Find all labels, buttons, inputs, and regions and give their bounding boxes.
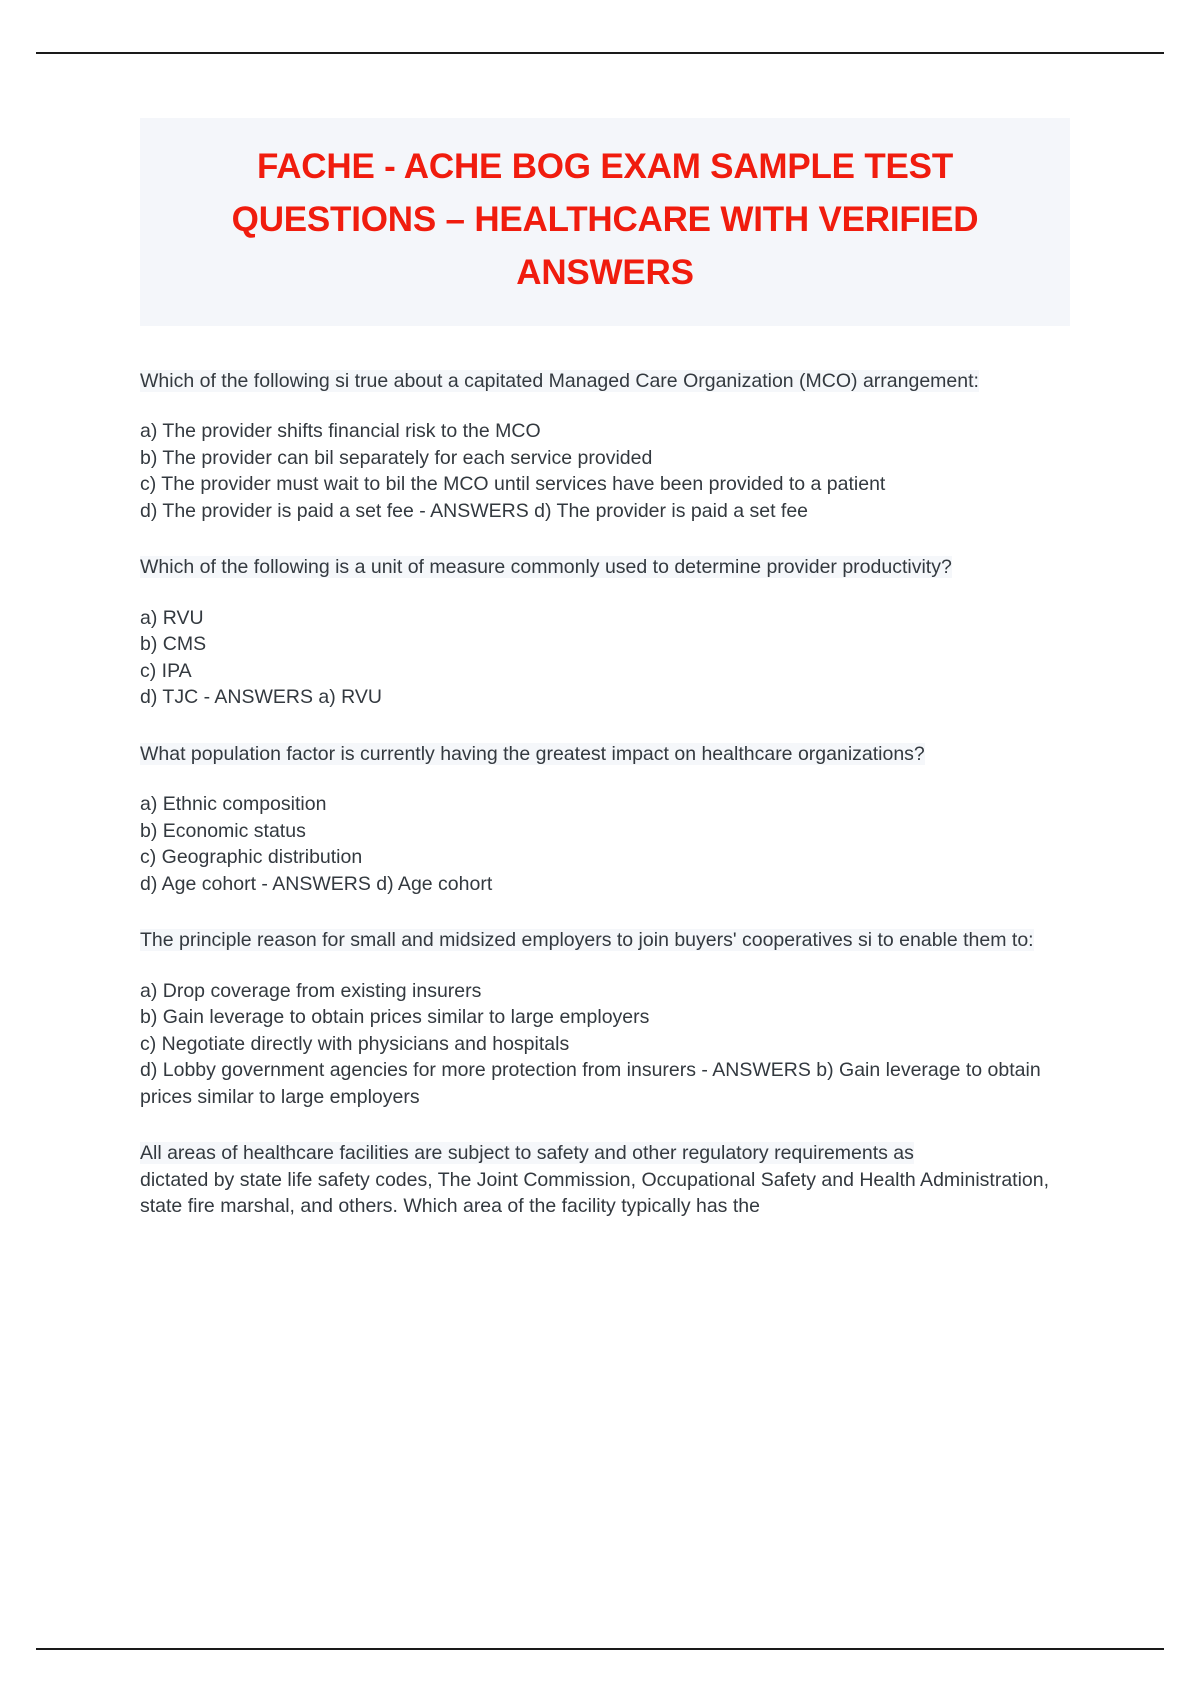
page-title-line-3: ANSWERS [516, 253, 694, 293]
question-item [140, 927, 1070, 1110]
question-stem-wrap [140, 1140, 1070, 1167]
bottom-divider [36, 1648, 1164, 1650]
page-title-line-2: QUESTIONS – HEALTHCARE WITH VERIFIED [231, 200, 979, 240]
question-item [140, 368, 1070, 525]
option-list [140, 791, 1070, 897]
question-item [140, 741, 1070, 898]
option-b: b) Gain leverage to obtain prices similar to large employers [140, 1006, 650, 1029]
question-stem-wrap [140, 927, 1070, 954]
option-a: a) Ethnic composition [140, 793, 327, 816]
question-stem-wrap [140, 554, 1070, 581]
option-d: d) Age cohort - ANSWERS d) Age cohort [140, 872, 493, 895]
option-d: d) Lobby government agencies for more protection from insurers - ANSWERS b) Gain leverage to obtain prices similar to large employers [140, 1059, 1041, 1108]
question-stem: All areas of healthcare facilities are subject to safety and other regulatory requirements as [140, 1142, 914, 1165]
document-title-block [140, 118, 1070, 326]
option-b: b) The provider can bil separately for each service provided [140, 446, 653, 469]
question-stem-continuation: dictated by state life safety codes, The Joint Commission, Occupational Safety and Health Administration, state fire marshal, and others. Which area of the facility typically has the [140, 1168, 1050, 1218]
document-content [140, 118, 1070, 1220]
option-c: c) Negotiate directly with physicians and hospitals [140, 1032, 570, 1055]
option-b: b) CMS [140, 633, 207, 656]
option-a: a) The provider shifts financial risk to the MCO [140, 420, 541, 443]
option-list [140, 978, 1070, 1111]
question-stem-wrap [140, 741, 1070, 768]
question-stem: Which of the following si true about a capitated Managed Care Organization (MCO) arrangement: [140, 369, 979, 392]
top-divider [36, 52, 1164, 54]
question-stem: What population factor is currently having the greatest impact on healthcare organizations? [140, 742, 925, 765]
page-title-line-1: FACHE - ACHE BOG EXAM SAMPLE TEST [256, 147, 954, 186]
question-list [140, 368, 1070, 1220]
question-stem: Which of the following is a unit of measure commonly used to determine provider productivity? [140, 556, 952, 579]
question-item [140, 554, 1070, 711]
option-c: c) Geographic distribution [140, 846, 363, 869]
question-item [140, 1140, 1070, 1220]
option-d: d) The provider is paid a set fee - ANSWERS d) The provider is paid a set fee [140, 499, 809, 522]
option-a: a) RVU [140, 606, 204, 629]
option-c: c) The provider must wait to bil the MCO until services have been provided to a patient [140, 473, 886, 496]
option-b: b) Economic status [140, 819, 306, 842]
question-stem-wrap [140, 368, 1070, 395]
option-c: c) IPA [140, 659, 192, 682]
option-list [140, 418, 1070, 524]
option-list [140, 605, 1070, 711]
option-a: a) Drop coverage from existing insurers [140, 979, 482, 1002]
option-d: d) TJC - ANSWERS a) RVU [140, 686, 382, 709]
question-stem: The principle reason for small and midsized employers to join buyers' cooperatives si to enable them to: [140, 929, 1034, 952]
